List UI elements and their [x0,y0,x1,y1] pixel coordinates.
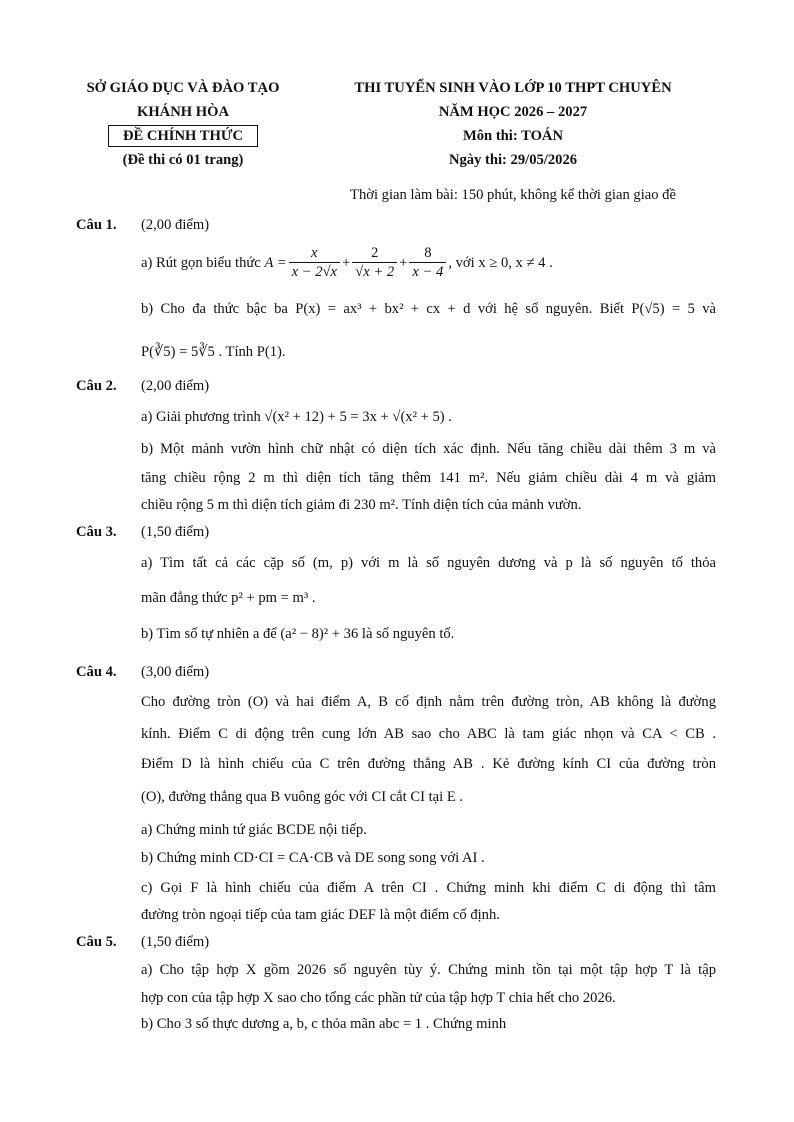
exam-date: Ngày thi: 29/05/2026 [448,152,578,168]
question-4-intro-line-1: Cho đường tròn (O) và hai điểm A, B cố định nằm trên đường tròn, AB không là đường [141,694,716,710]
header-right-block [318,76,708,172]
fraction-3 [409,245,446,281]
question-5a-line-1: a) Cho tập hợp X gồm 2026 số nguyên tùy ý. Chứng minh tồn tại một tập hợp T là tập [141,962,716,978]
expression-lhs: A = [264,254,287,271]
official-exam-stamp: ĐỀ CHÍNH THỨC [108,125,258,147]
question-4-intro-line-2: kính. Điểm C di động trên cung lớn AB sao cho ABC là tam giác nhọn và CA < CB . [141,726,716,742]
header-left-block [70,76,296,172]
question-points: (2,00 điểm) [141,217,210,233]
question-4-intro-line-3: Điểm D là hình chiếu của C trên đường thẳng AB . Kẻ đường kính CI của đường tròn [141,756,716,772]
time-allowance: Thời gian làm bài: 150 phút, không kể thời gian giao đề [350,187,676,203]
question-1a: a) Rút gọn biểu thức A = $\frac{x}{x - 2√x}$ + $\frac{2}{√x + 2}$ + $\frac{8}{x - 4}$ , với x ≥ 0, x ≠ 4 . [141,245,553,280]
question-1b-line-1: b) Cho đa thức bậc ba P(x) = ax³ + bx² + cx + d với hệ số nguyên. Biết P(√5) = 5 và [141,301,716,317]
question-4c-line-2: đường tròn ngoại tiếp của tam giác DEF là một điểm cố định. [141,907,500,923]
department-name: SỞ GIÁO DỤC VÀ ĐÀO TẠO [86,80,280,96]
question-points: (3,00 điểm) [141,664,210,680]
fraction-1 [289,245,340,281]
fraction-2-numerator: 2 [352,245,397,263]
fraction-3-numerator: 8 [409,245,446,263]
school-year: NĂM HỌC 2026 – 2027 [438,104,588,120]
question-label: Câu 1. [76,217,117,233]
question-3b: b) Tìm số tự nhiên a để (a² − 8)² + 36 là số nguyên tố. [141,626,455,642]
fraction-2-denominator: √x + 2 [355,264,395,280]
question-points: (1,50 điểm) [141,934,210,950]
fraction-2 [352,245,397,281]
question-2a: a) Giải phương trình √(x² + 12) + 5 = 3x + √(x² + 5) . [141,409,452,425]
question-label: Câu 3. [76,524,117,540]
fraction-3-denominator: x − 4 [412,264,444,280]
province-name: KHÁNH HÒA [136,104,230,120]
question-2b-line-3: chiều rộng 5 m thì diện tích giảm đi 230 m². Tính diện tích của mảnh vườn. [141,497,582,513]
fraction-1-denominator: x − 2√x [291,264,337,280]
page-count-note: (Đề thi có 01 trang) [122,152,244,168]
fraction-1-numerator: x [289,245,340,263]
question-1b-line-2: P(∛5) = 5∛5 . Tính P(1). [141,344,286,360]
question-4c-line-1: c) Gọi F là hình chiếu của điểm A trên CI . Chứng minh khi điểm C di động thì tâm [141,880,716,896]
question-label: Câu 5. [76,934,117,950]
question-label: Câu 2. [76,378,117,394]
exam-title: THI TUYỂN SINH VÀO LỚP 10 THPT CHUYÊN [354,80,672,96]
question-4b: b) Chứng minh CD·CI = CA·CB và DE song song với AI . [141,850,485,866]
question-4-intro-line-4: (O), đường thẳng qua B vuông góc với CI cắt CI tại E . [141,789,464,805]
question-2b-line-2: tăng chiều rộng 2 m thì diện tích tăng thêm 141 m². Nếu giảm chiều dài 4 m và giảm [141,470,716,486]
question-1a-text: a) Rút gọn biểu thức [141,254,261,271]
question-points: (1,50 điểm) [141,524,210,540]
question-2b-line-1: b) Một mảnh vườn hình chữ nhật có diện tích xác định. Nếu tăng chiều dài thêm 3 m và [141,441,716,457]
question-5a-line-2: hợp con của tập hợp X sao cho tổng các phần tử của tập hợp T chia hết cho 2026. [141,990,616,1006]
subject-line: Môn thi: TOÁN [462,128,563,144]
question-3a-line-1: a) Tìm tất cả các cặp số (m, p) với m là số nguyên dương và p là số nguyên tố thỏa [141,555,716,571]
question-4a: a) Chứng minh tứ giác BCDE nội tiếp. [141,822,367,838]
question-label: Câu 4. [76,664,117,680]
question-5b: b) Cho 3 số thực dương a, b, c thỏa mãn abc = 1 . Chứng minh [141,1016,507,1032]
domain-condition: , với x ≥ 0, x ≠ 4 . [448,254,553,271]
question-points: (2,00 điểm) [141,378,210,394]
question-3a-line-2: mãn đẳng thức p² + pm = m³ . [141,590,316,606]
